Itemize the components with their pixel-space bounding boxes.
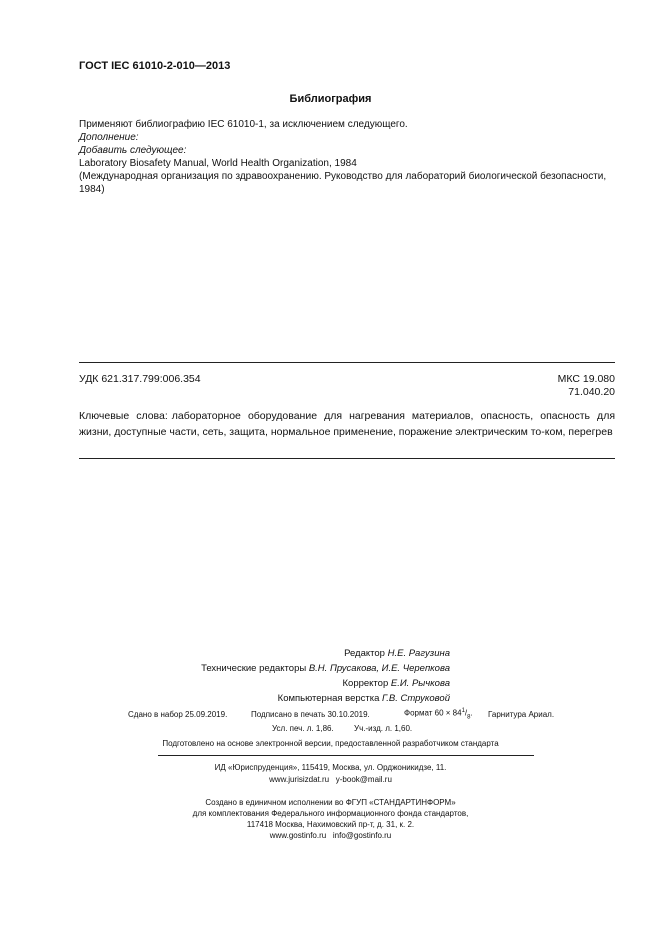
bibliography-body (79, 118, 615, 196)
credits (150, 646, 450, 706)
top-divider (79, 362, 615, 363)
bibliography-line: Добавить следующее: (79, 145, 187, 156)
keywords-text: лабораторное оборудование для нагревания материалов, опасность, опасность для жизни, доступные части, сеть, защита, нормальное применение, поражение электрическим то-ком, перегрев (79, 410, 616, 438)
mks-code-2: 71.040.20 (568, 386, 615, 398)
publisher-website-link[interactable]: www.jurisizdat.ru (269, 775, 330, 784)
publisher-email-link[interactable]: y-book@mail.ru (335, 775, 392, 784)
thin-divider (158, 755, 534, 756)
publisher-contacts (0, 775, 661, 784)
print-cond-sheets: Усл. печ. л. 1,86. (272, 724, 334, 733)
mks-code-1: МКС 19.080 (557, 373, 615, 385)
bibliography-line: Laboratory Biosafety Manual, World Health Organization, 1984 (79, 158, 357, 169)
print-pub-sheets: Уч.-изд. л. 1,60. (354, 724, 413, 733)
print-typeface: Гарнитура Ариал. (488, 710, 555, 719)
print-signed: Подписано в печать 30.10.2019. (251, 710, 370, 719)
print-submitted: Сдано в набор 25.09.2019. (128, 710, 228, 719)
production-line-2: для комплектования Федерального информационного фонда стандартов, (192, 809, 469, 818)
production-line-1: Создано в единичном исполнении во ФГУП «СТАНДАРТИНФОРМ» (205, 798, 456, 807)
udk-code: УДК 621.317.799:006.354 (79, 373, 201, 385)
production-line-3: 117418 Москва, Нахимовский пр-т, д. 31, к. 2. (246, 820, 415, 829)
credit-layout: Компьютерная верстка Г.В. Струковой (277, 693, 450, 704)
bibliography-line: Дополнение: (79, 132, 139, 143)
credit-proofreader: Корректор Е.И. Рычкова (342, 678, 450, 689)
standard-id: ГОСТ IEC 61010-2-010—2013 (79, 60, 231, 72)
keywords-label: Ключевые слова: (79, 410, 168, 422)
gostinfo-website-link[interactable]: www.gostinfo.ru (269, 831, 327, 840)
bibliography-line: Применяют библиографию IEC 61010-1, за исключением следующего. (79, 119, 408, 130)
credit-tech-editors: Технические редакторы В.Н. Прусакова, И.Е. Черепкова (201, 663, 450, 674)
bibliography-title: Библиография (289, 93, 372, 105)
publisher-line: ИД «Юриспруденция», 115419, Москва, ул. Орджоникидзе, 11. (214, 763, 447, 772)
prepared-note: Подготовлено на основе электронной версии, предоставленной разработчиком стандарта (162, 739, 499, 748)
production-contacts (0, 831, 661, 840)
gostinfo-email-link[interactable]: info@gostinfo.ru (332, 831, 392, 840)
bottom-divider (79, 458, 615, 459)
credit-editor: Редактор Н.Е. Рагузина (344, 648, 450, 659)
bibliography-line: (Международная организация по здравоохранению. Руководство для лабораторий биологической безопасности, 1984) (79, 171, 607, 195)
mks-codes (520, 373, 615, 399)
keywords (79, 408, 615, 440)
print-format: Формат $60 \times 84^1/_8$. (404, 708, 473, 721)
